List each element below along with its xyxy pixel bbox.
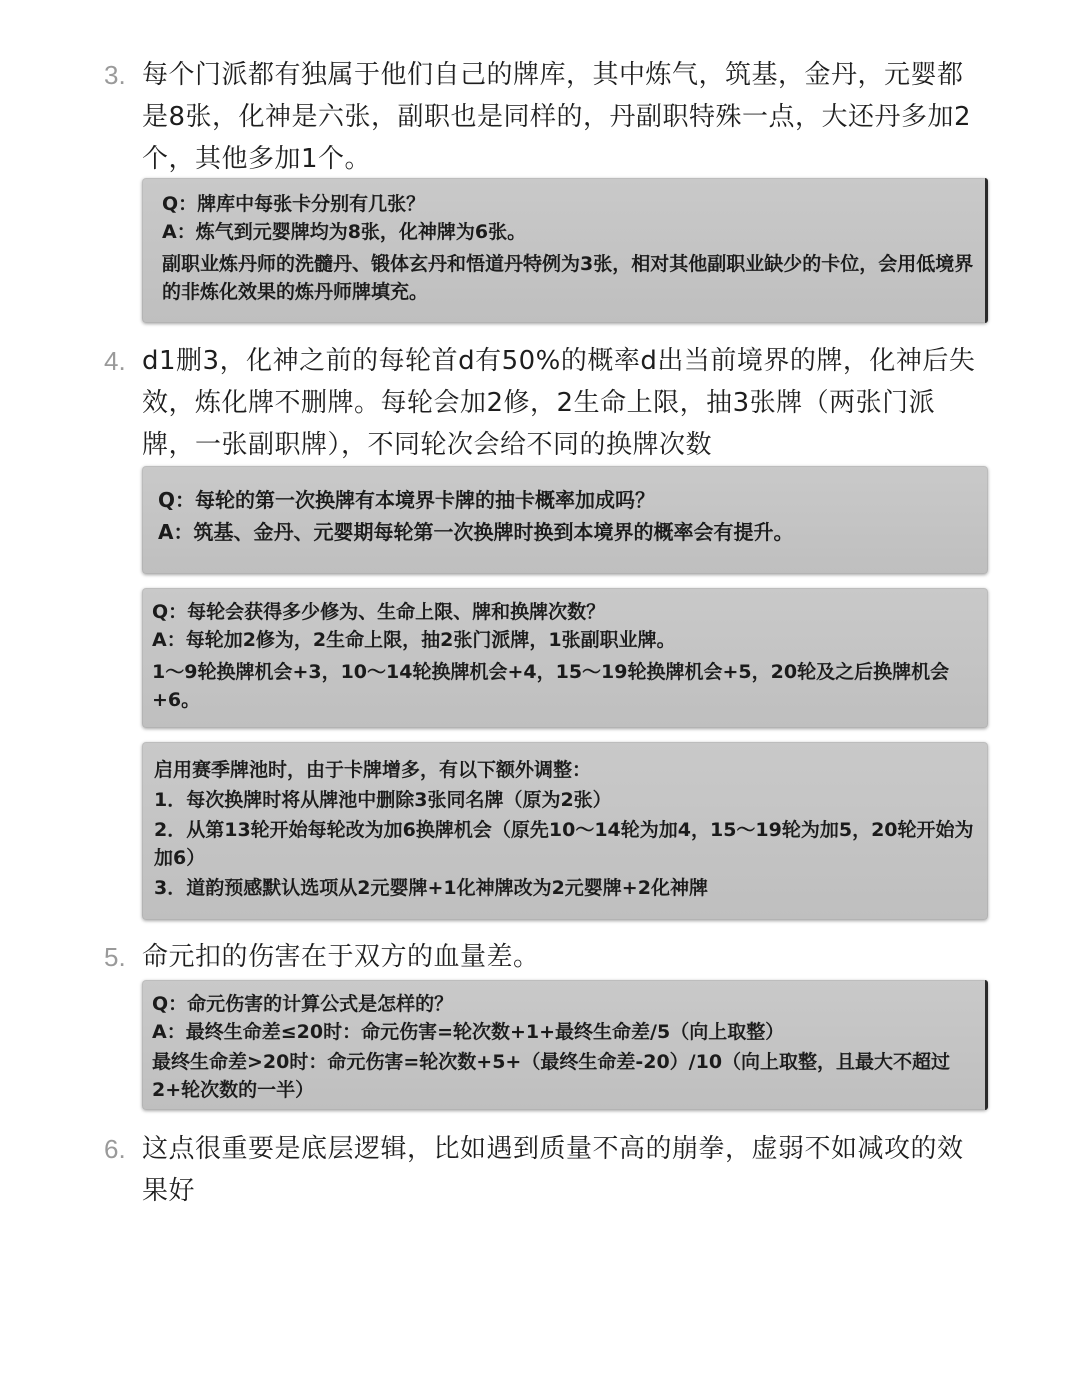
season-line-1: 1．每次换牌时将从牌池中删除3张同名牌（原为2张） <box>154 789 612 811</box>
faq-question: Q：命元伤害的计算公式是怎样的？ <box>152 993 454 1015</box>
screenshot-first-swap-faq <box>142 466 988 574</box>
list-number: 6. <box>104 1134 126 1164</box>
screenshot-edge <box>985 980 988 1110</box>
faq-question: Q：每轮会获得多少修为、生命上限、牌和换牌次数？ <box>152 601 606 623</box>
screenshot-per-round-faq <box>142 588 988 728</box>
screenshot-season-adjustments <box>142 742 988 920</box>
list-text: 这点很重要是底层逻辑，比如遇到质量不高的崩拳，虚弱不如减攻的效果好 <box>142 1134 964 1206</box>
list-text: d1删3，化神之前的每轮首d有50%的概率d出当前境界的牌，化神后失效，炼化牌不删牌。每轮会加2修，2生命上限，抽3张牌（两张门派牌，一张副职牌），不同轮次会给不同的换牌次数 <box>142 346 976 460</box>
list-number: 4. <box>104 346 126 376</box>
faq-answer: A：炼气到元婴牌均为8张，化神牌为6张。 <box>162 221 527 243</box>
list-number: 5. <box>104 942 126 972</box>
season-line-2: 2．从第13轮开始每轮改为加6换牌机会（原先10～14轮为加4，15～19轮为加5，20轮开始为加6） <box>154 819 974 869</box>
faq-note: 副职业炼丹师的洗髓丹、锻体玄丹和悟道丹特例为3张，相对其他副职业缺少的卡位，会用低境界的非炼化效果的炼丹师牌填充。 <box>162 253 974 303</box>
list-text: 每个门派都有独属于他们自己的牌库，其中炼气，筑基，金丹，元婴都是8张，化神是六张，副职也是同样的，丹副职特殊一点，大还丹多加2个，其他多加1个。 <box>142 60 972 174</box>
faq-note: 最终生命差>20时：命元伤害=轮次数+5+（最终生命差-20）/10（向上取整，且最大不超过2+轮次数的一半） <box>152 1051 951 1101</box>
season-line-3: 3．道韵预感默认选项从2元婴牌+1化神牌改为2元婴牌+2化神牌 <box>154 877 708 899</box>
screenshot-edge <box>985 178 988 323</box>
faq-question: Q：牌库中每张卡分别有几张？ <box>162 193 426 215</box>
list-text: 命元扣的伤害在于双方的血量差。 <box>142 942 540 972</box>
faq-answer: A：筑基、金丹、元婴期每轮第一次换牌时换到本境界的概率会有提升。 <box>158 520 794 544</box>
season-title: 启用赛季牌池时，由于卡牌增多，有以下额外调整： <box>154 759 592 781</box>
faq-answer: A：最终生命差≤20时：命元伤害=轮次数+1+最终生命差/5（向上取整） <box>152 1021 785 1043</box>
faq-note: 1～9轮换牌机会+3，10～14轮换牌机会+4，15～19轮换牌机会+5，20轮及之后换牌机会+6。 <box>152 661 950 711</box>
faq-question: Q：每轮的第一次换牌有本境界卡牌的抽卡概率加成吗？ <box>158 488 656 512</box>
faq-answer: A：每轮加2修为，2生命上限，抽2张门派牌，1张副职业牌。 <box>152 629 676 651</box>
list-number: 3. <box>104 60 126 90</box>
screenshot-fate-damage-faq <box>142 980 988 1110</box>
screenshot-deck-faq <box>142 178 988 323</box>
